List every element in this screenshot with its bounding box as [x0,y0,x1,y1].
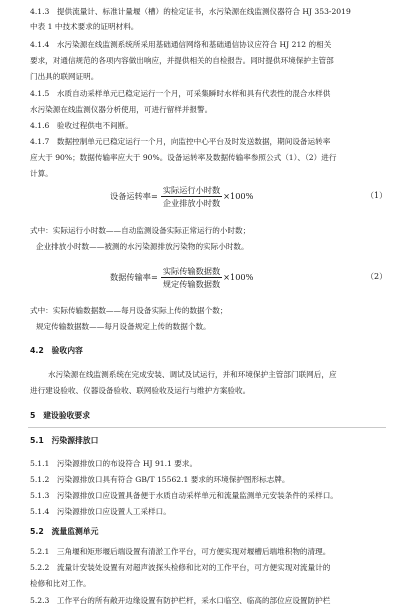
clause-4-1-3: 4.1.3 提供流量计、标准计量堰（槽）的检定证书，水污染源在线监测仪器符合 HJ 353-2019 [30,7,351,16]
clause-5-1-2: 5.1.2 污染源排放口具有符合 GB/T 15562.1 要求的环境保护图形标志牌。 [30,475,290,484]
section-heading-5-2: 5.2 流量监测单元 [30,527,99,536]
divider [28,427,386,428]
clause-5-1-3: 5.1.3 污染源排放口应设置具备便于水质自动采样单元和流量监测单元安装条件的采样口。 [30,491,338,500]
formula-multiplier: ×100% [223,272,254,282]
formula-2 [110,265,253,289]
where-line: 企业排放小时数——被测的水污染源排放污染物的实际小时数。 [36,242,249,251]
formula-numerator: 实际运行小时数 [162,184,221,195]
section-heading-5: 5 建设验收要求 [30,411,91,420]
clause-5-2-3: 5.2.3 工作平台的所有敞开边缘设置有防护栏杆，采水口临空、临高的部位应设置防护栏 [30,596,331,605]
text-line: 计算。 [30,169,53,178]
clause-4-1-6: 4.1.6 验收过程供电不间断。 [30,121,133,130]
clause-5-1-4: 5.1.4 污染源排放口应设置人工采样口。 [30,507,171,516]
text-line: 中表 1 中技术要求的证明材料。 [30,22,139,31]
where-line: 式中：实际传输数据数——每月设备实际上传的数据个数； [30,306,228,315]
formula-multiplier: ×100% [223,191,254,201]
formula-number-1: （1） [366,191,388,200]
formula-denominator: 企业排放小时数 [162,197,221,208]
where-line: 式中：实际运行小时数——自动监测设备实际正常运行的小时数； [30,226,251,235]
clause-5-2-2: 5.2.2 流量计安装处设置有对超声波探头检修和比对的工作平台，可方便实现对流量计的 [30,563,331,572]
text-line: 检修和比对工作。 [30,579,91,588]
formula-fraction [161,185,222,208]
text-line: 水污染源在线监测系统在完成安装、调试及试运行，并和环境保护主管部门联网后，应 [48,370,337,379]
text-line: 要求，对通信规范的各项内容做出响应，并提供相关的自检报告。同时提供环境保护主管部 [30,56,334,65]
section-heading-5-1: 5.1 污染源排放口 [30,436,99,445]
clause-4-1-4: 4.1.4 水污染源在线监测系统所采用基础通信网络和基础通信协议应符合 HJ 212 的相关 [30,40,332,49]
clause-4-1-7: 4.1.7 数据控制单元已稳定运行一个月，向监控中心平台及时发送数据，期间设备运转率 [30,137,331,146]
clause-5-2-1: 5.2.1 三角堰和矩形堰后端设置有清淤工作平台，可方便实现对堰槽后端堆积物的清理。 [30,547,331,556]
formula-fraction [161,266,222,289]
clause-4-1-5: 4.1.5 水质自动采样单元已稳定运行一个月，可采集瞬时水样和具有代表性的混合水样供 [30,89,331,98]
text-line: 进行建设验收、仪器设备验收、联网验收及运行与维护方案验收。 [30,386,251,395]
formula-numerator: 实际传输数据数 [162,265,221,276]
formula-denominator: 规定传输数据数 [162,278,221,289]
text-line: 应大于 90%；数据传输率应大于 90%。设备运转率及数据传输率参照公式（1）、（2）进行 [30,153,337,162]
text-line: 水污染源在线监测仪器分析使用，可进行留样并报警。 [30,105,213,114]
section-heading-4-2: 4.2 验收内容 [30,346,83,355]
where-line: 规定传输数据数——每月设备规定上传的数据个数。 [36,322,211,331]
formula-lhs: 设备运转率= [110,190,158,201]
formula-lhs: 数据传输率= [110,271,158,282]
clause-5-1-1: 5.1.1 污染源排放口的布设符合 HJ 91.1 要求。 [30,459,198,468]
formula-1 [110,184,253,208]
formula-number-2: （2） [366,272,388,281]
text-line: 门出具的联网证明。 [30,72,99,81]
